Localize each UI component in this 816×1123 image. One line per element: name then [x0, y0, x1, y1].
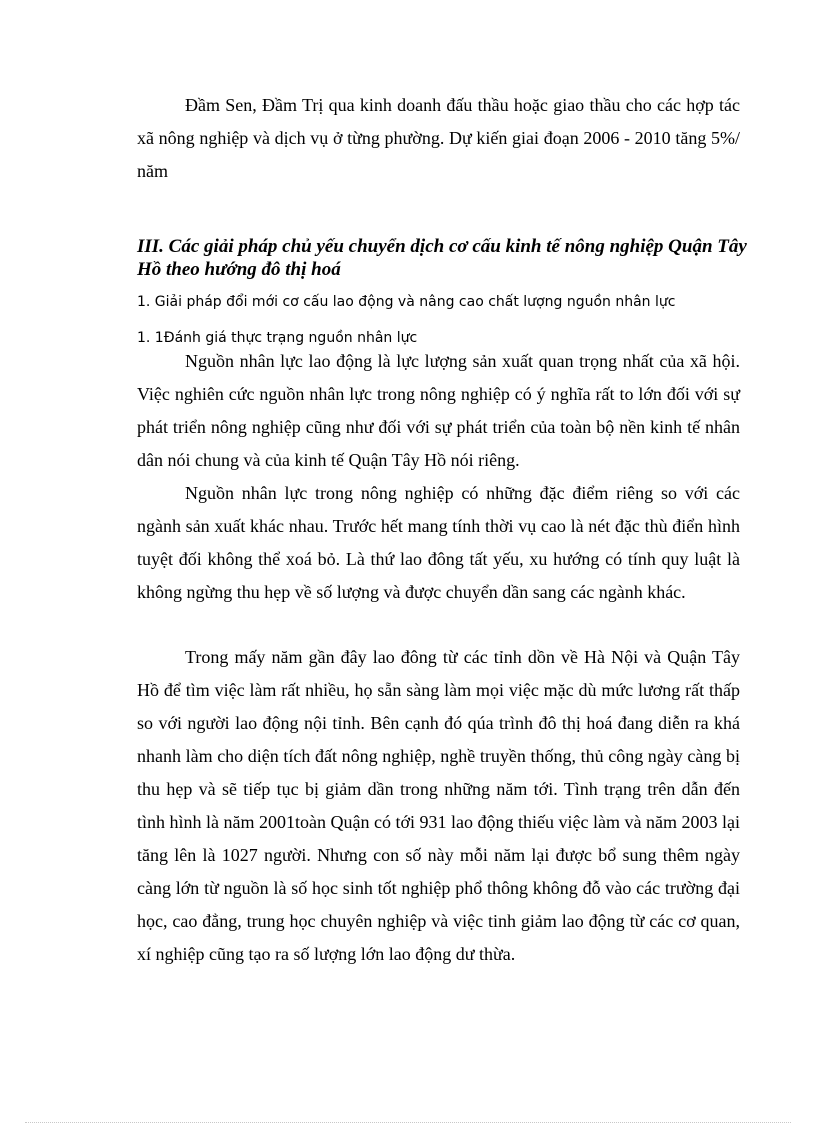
paragraph-intro: Đầm Sen, Đầm Trị qua kinh doanh đấu thầu hoặc giao thầu cho các hợp tác xã nông nghiệp và dịch vụ ở từng phường. Dự kiến giai đoạn 2006 - 2010 tăng 5%/ năm: [137, 95, 740, 181]
subsection-heading-1: 1. Giải pháp đổi mới cơ cấu lao động và nâng cao chất lượng nguồn nhân lực: [137, 294, 676, 310]
paragraph-human-resources: Nguồn nhân lực lao động là lực lượng sản xuất quan trọng nhất của xã hội. Việc nghiên cức nguồn nhân lực trong nông nghiệp có ý nghĩa rất to lớn đối với sự phát triển nông nghiệp cũng như đối với sự phát triển của toàn bộ nền kinh tế nhân dân nói chung và của kinh tế Quận Tây Hồ nói riêng.: [137, 351, 740, 470]
paragraph-agriculture-labor: Nguồn nhân lực trong nông nghiệp có những đặc điểm riêng so với các ngành sản xuất khác nhau. Trước hết mang tính thời vụ cao là nét đặc thù điển hình tuyệt đối không thể xoá bỏ. Là thứ lao đông tất yếu, xu hướng có tính quy luật là không ngừng thu hẹp về số lượng và được chuyển dần sang các ngành khác.: [137, 483, 740, 602]
section-heading-iii: III. Các giải pháp chủ yếu chuyển dịch cơ cấu kinh tế nông nghiệp Quận Tây Hồ theo hướng đô thị hoá: [137, 236, 747, 280]
subsection-heading-1-1: 1. 1Đánh giá thực trạng nguồn nhân lực: [137, 330, 418, 346]
paragraph-labor-migration: Trong mấy năm gần đây lao đông từ các tỉnh dồn về Hà Nội và Quận Tây Hồ để tìm việc làm rất nhiều, họ sẵn sàng làm mọi việc mặc dù mức lương rất thấp so với người lao động nội tỉnh. Bên cạnh đó qúa trình đô thị hoá đang diễn ra khá nhanh làm cho diện tích đất nông nghiệp, nghề truyền thống, thủ công ngày càng bị thu hẹp và sẽ tiếp tục bị giảm dần trong những năm tới. Tình trạng trên dẫn đến tình hình là năm 2001toàn Quận có tới 931 lao động thiếu việc làm và năm 2003 lại tăng lên là 1027 người. Nhưng con số này mỗi năm lại được bổ sung thêm ngày càng lớn từ nguồn là số học sinh tốt nghiệp phổ thông không đỗ vào các trường đại học, cao đẳng, trung học chuyên nghiệp và việc tinh giảm lao động từ các cơ quan, xí nghiệp cũng tạo ra số lượng lớn lao động dư thừa.: [137, 647, 740, 964]
